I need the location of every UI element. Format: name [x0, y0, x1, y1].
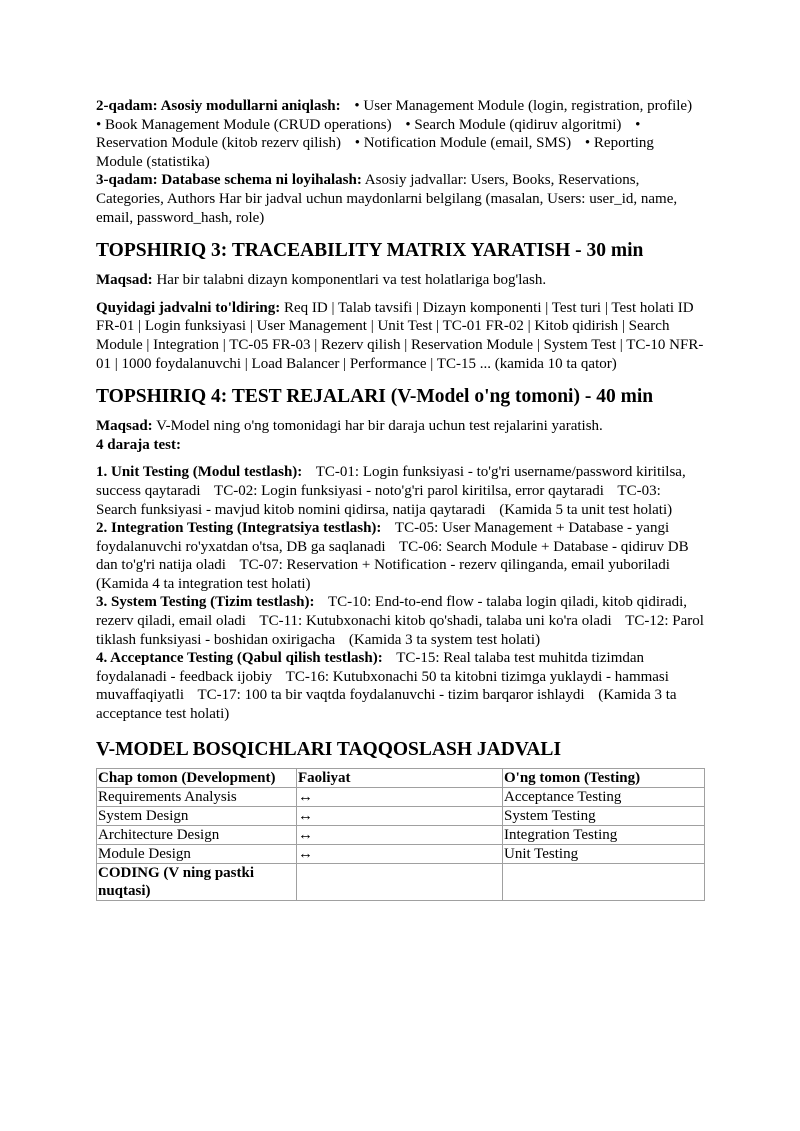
- test-case: TC-05: User Management + Database - yangi foydalanuvchi ro'yxatdan o'tsa, DB ga saqlanadi: [96, 520, 670, 555]
- test-case-note: (Kamida 4 ta integration test holati): [96, 575, 311, 592]
- goal-text: V-Model ning o'ng tomonidagi har bir daraja uchun test rejalarini yaratish.: [156, 418, 603, 435]
- test-case-note: (Kamida 5 ta unit test holati): [499, 501, 673, 518]
- goal-text: Har bir talabni dizayn komponentlari va test holatlariga bog'lash.: [156, 272, 547, 289]
- table-row-coding: [97, 863, 705, 900]
- vmodel-comparison-table: [96, 768, 705, 901]
- test-case: TC-12: Parol tiklash funksiyasi - boshidan oxirigacha: [96, 613, 704, 648]
- level-label: 4. Acceptance Testing (Qabul qilish testlash):: [96, 650, 383, 667]
- table-header-cell: Faoliyat: [297, 768, 503, 787]
- table-cell: Module Design: [97, 844, 297, 863]
- test-case-note: (Kamida 3 ta acceptance test holati): [96, 687, 677, 723]
- module-item: • Book Management Module (CRUD operations): [96, 116, 392, 133]
- module-item: • Reservation Module (kitob rezerv qilish): [96, 116, 641, 152]
- module-item: • User Management Module (login, registration, profile): [354, 98, 693, 114]
- table-cell: Architecture Design: [97, 825, 297, 844]
- step2-paragraph: [96, 97, 704, 171]
- table-cell: Integration Testing: [503, 825, 705, 844]
- table-row: [97, 825, 705, 844]
- test-case: TC-16: Kutubxonachi 50 ta kitobni tizimga yuklaydi - hammasi muvaffaqiyatli: [96, 668, 669, 704]
- test-case-note: (Kamida 3 ta system test holati): [348, 631, 541, 648]
- table-header-row: [97, 768, 705, 787]
- table-cell: [297, 863, 503, 900]
- module-item: • Reporting Module (statistika): [96, 135, 654, 170]
- test-case: TC-17: 100 ta bir vaqtda foydalanuvchi - tizim barqaror ishlaydi: [197, 687, 585, 704]
- integration-testing-paragraph: [96, 519, 704, 593]
- task4-subheading: 4 daraja test:: [96, 436, 181, 453]
- level-label: 2. Integration Testing (Integratsiya testlash):: [96, 520, 382, 537]
- table-header-cell: Chap tomon (Development): [97, 768, 297, 787]
- module-item: • Notification Module (email, SMS): [354, 135, 572, 152]
- task4-heading: TOPSHIRIQ 4: TEST REJALARI (V-Model o'ng tomoni) - 40 min: [96, 386, 654, 408]
- table-cell: ↔: [297, 787, 503, 806]
- test-case: TC-02: Login funksiyasi - noto'g'ri parol kiritilsa, error qaytaradi: [214, 482, 604, 499]
- document-content: [96, 97, 704, 901]
- table-cell: System Testing: [503, 806, 705, 825]
- task3-heading: TOPSHIRIQ 3: TRACEABILITY MATRIX YARATISH - 30 min: [96, 240, 644, 262]
- acceptance-testing-paragraph: [96, 649, 704, 723]
- table-cell: Unit Testing: [503, 844, 705, 863]
- table-header-cell: O'ng tomon (Testing): [503, 768, 705, 787]
- level-label: 3. System Testing (Tizim testlash):: [96, 594, 315, 611]
- step3-paragraph: [96, 171, 704, 227]
- step3-label: 3-qadam: Database schema ni loyihalash:: [96, 172, 362, 189]
- test-case: TC-03: Search funksiyasi - mavjud kitob nomini qidirsa, natija qaytaradi: [96, 482, 661, 518]
- test-case: TC-11: Kutubxonachi kitob qo'shadi, talaba uni ko'ra oladi: [259, 613, 612, 630]
- fill-text: Req ID | Talab tavsifi | Dizayn komponenti | Test turi | Test holati ID FR-01 | Login funksiyasi | User Management | Unit Test | TC-01 FR-02 | Kitob qidirish | Search Module | Integration | TC-05 FR-03 | Rezerv qilish | Reservation Module | System Test | TC-10 NFR-01 | 1000 foydalanuvchi | Load Balancer | Performance | TC-15 ... (kamida 10 ta qator): [96, 299, 704, 372]
- goal-label: Maqsad:: [96, 272, 153, 289]
- table-row: [97, 806, 705, 825]
- table-cell: ↔: [297, 844, 503, 863]
- test-case: TC-07: Reservation + Notification - rezerv qilinganda, email yuboriladi: [239, 557, 670, 574]
- table-cell: CODING (V ning pastki nuqtasi): [97, 863, 297, 900]
- task3-goal: [96, 271, 704, 290]
- table-row: [97, 787, 705, 806]
- test-case: TC-01: Login funksiyasi - to'g'ri username/password kiritilsa, success qaytaradi: [96, 464, 686, 499]
- table-row: [97, 844, 705, 863]
- table-cell: System Design: [97, 806, 297, 825]
- step2-label: 2-qadam: Asosiy modullarni aniqlash:: [96, 98, 341, 114]
- goal-label: Maqsad:: [96, 418, 153, 435]
- table-cell: Requirements Analysis: [97, 787, 297, 806]
- table-cell: ↔: [297, 825, 503, 844]
- test-case: TC-15: Real talaba test muhitda tizimdan foydalanadi - feedback ijobiy: [96, 650, 645, 685]
- step3-text: Asosiy jadvallar: Users, Books, Reservations, Categories, Authors Har bir jadval uchun maydonlarni belgilang (masalan, Users: user_id, name, email, password_hash, role): [96, 172, 678, 226]
- level-label: 1. Unit Testing (Modul testlash):: [96, 464, 303, 481]
- task4-goal: [96, 417, 704, 436]
- module-item: • Search Module (qidiruv algoritmi): [405, 116, 622, 133]
- table-cell: [503, 863, 705, 900]
- unit-testing-paragraph: [96, 463, 704, 519]
- fill-label: Quyidagi jadvalni to'ldiring:: [96, 299, 281, 316]
- test-case: TC-10: End-to-end flow - talaba login qiladi, kitob qidiradi, rezerv qiladi, email oladi: [96, 594, 688, 630]
- table-cell: ↔: [297, 806, 503, 825]
- system-testing-paragraph: [96, 593, 704, 649]
- task3-fill-instructions: [96, 299, 704, 373]
- test-case: TC-06: Search Module + Database - qidiruv DB dan to'g'ri natija oladi: [96, 538, 689, 574]
- vmodel-heading: V-MODEL BOSQICHLARI TAQQOSLASH JADVALI: [96, 738, 562, 760]
- table-cell: Acceptance Testing: [503, 787, 705, 806]
